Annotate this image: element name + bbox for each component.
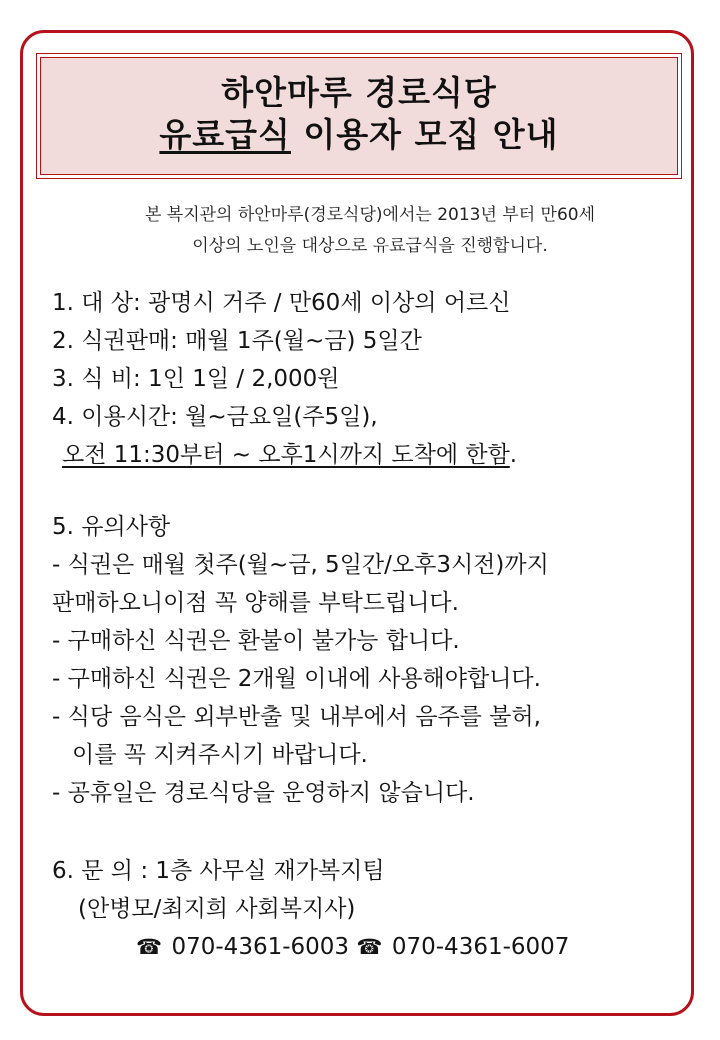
phone-number-1: 070-4361-6003 — [171, 934, 350, 960]
contact-line-1: 6. 문 의 : 1층 사무실 재가복지팀 — [52, 858, 385, 884]
title-line-1: 하안마루 경로식당 — [221, 73, 497, 112]
list-item-meal-cost: 3. 식 비: 1인 1일 / 2,000원 — [52, 366, 340, 392]
list-item-hours-detail — [52, 436, 692, 474]
title-line-2 — [41, 114, 677, 156]
note-line: - 식당 음식은 외부반출 및 내부에서 음주를 불허, — [52, 704, 541, 730]
list-item-target: 1. 대 상: 광명시 거주 / 만60세 이상의 어르신 — [52, 290, 511, 316]
list-item-ticket-sales: 2. 식권판매: 매월 1주(월~금) 5일간 — [52, 328, 422, 354]
phone-number-2: 070-4361-6007 — [391, 934, 570, 960]
phone-icon: ☎ — [136, 935, 163, 959]
note-line: 이를 꼭 지켜주시기 바랍니다. — [72, 742, 368, 768]
hours-detail-underlined: 오전 11:30부터 ~ 오후1시까지 도착에 한함 — [62, 442, 510, 468]
intro-line-2: 이상의 노인을 대상으로 유료급식을 진행합니다. — [192, 236, 548, 256]
intro-paragraph — [60, 200, 680, 262]
contact-line-2: (안병모/최지희 사회복지사) — [78, 896, 356, 922]
contact-section — [52, 852, 692, 966]
phone-icon: ☎ — [356, 935, 383, 959]
note-line: - 공휴일은 경로식당을 운영하지 않습니다. — [52, 780, 475, 806]
note-line: - 구매하신 식권은 환불이 불가능 합니다. — [52, 628, 460, 654]
notes-heading: 5. 유의사항 — [52, 514, 171, 540]
hours-detail-period: . — [509, 442, 518, 468]
info-list — [52, 284, 692, 474]
title-underlined-text: 유료급식 — [159, 115, 291, 154]
notes-section — [52, 508, 692, 812]
title-box — [40, 57, 678, 175]
intro-line-1: 본 복지관의 하안마루(경로식당)에서는 2013년 부터 만60세 — [144, 205, 596, 225]
note-line: - 식권은 매월 첫주(월~금, 5일간/오후3시전)까지 — [52, 552, 549, 578]
title-rest-text: 이용자 모집 안내 — [290, 115, 559, 154]
note-line: - 구매하신 식권은 2개월 이내에 사용해야합니다. — [52, 666, 541, 692]
note-line: 판매하오니이점 꼭 양해를 부탁드립니다. — [52, 590, 459, 616]
contact-phones — [52, 928, 692, 966]
list-item-hours: 4. 이용시간: 월~금요일(주5일), — [52, 404, 378, 430]
